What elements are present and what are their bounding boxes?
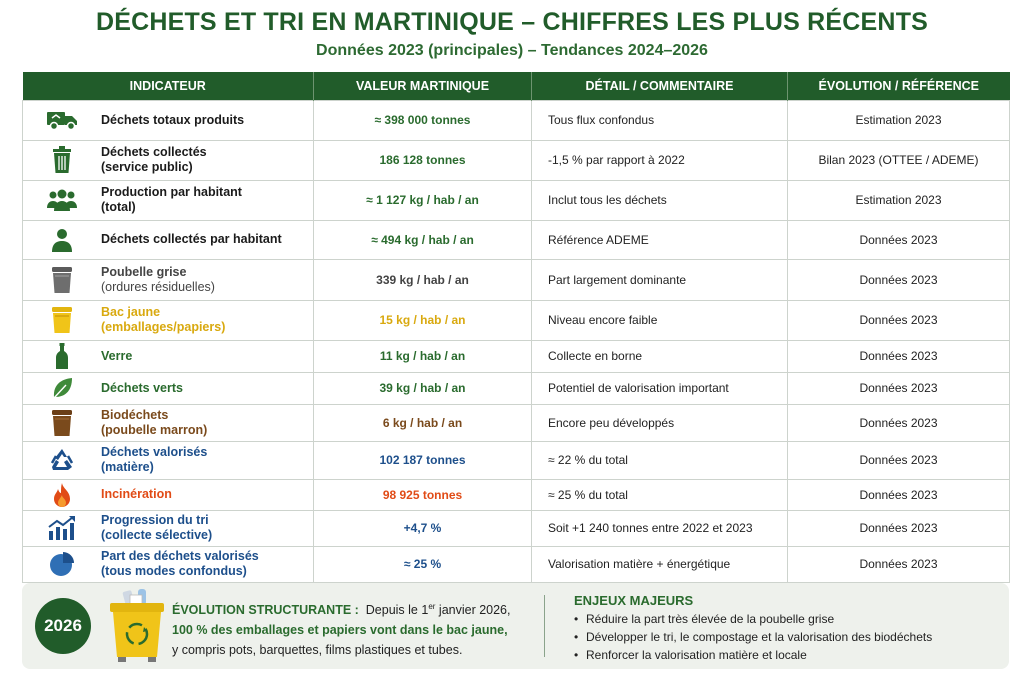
page-title: DÉCHETS ET TRI EN MARTINIQUE – CHIFFRES LES PLUS RÉCENTS xyxy=(95,8,929,36)
indicator-value: ≈ 25 % xyxy=(314,546,532,582)
indicator-value: 11 kg / hab / an xyxy=(314,340,532,372)
indicator-label: Déchets valorisés (matière) xyxy=(101,445,208,474)
indicator-label: Déchets verts xyxy=(101,380,183,395)
evolution-highlight: 100 % des emballages et papiers vont dans le bac jaune, xyxy=(172,623,508,638)
header-indicateur: INDICATEUR xyxy=(23,72,314,100)
indicator-value: ≈ 1 127 kg / hab / an xyxy=(314,180,532,220)
indicator-reference: Données 2023 xyxy=(788,441,1010,479)
indicator-reference: Données 2023 xyxy=(788,404,1010,441)
indicator-detail: -1,5 % par rapport à 2022 xyxy=(532,140,788,180)
list-item: • Réduire la part très élevée de la poubelle grise xyxy=(574,610,994,628)
table-row xyxy=(23,100,1010,140)
table-row xyxy=(23,479,1010,510)
indicator-detail: Soit +1 240 tonnes entre 2022 et 2023 xyxy=(532,510,788,546)
indicator-label: Biodéchets (poubelle marron) xyxy=(101,407,208,437)
table-row xyxy=(23,140,1010,180)
yellow-bin-icon xyxy=(23,305,101,335)
indicator-label: Progression du tri (collecte sélective) xyxy=(101,513,213,542)
growth-chart-icon xyxy=(23,515,101,541)
indicator-value: 339 kg / hab / an xyxy=(314,259,532,300)
indicator-label: Poubelle grise (ordures résiduelles) xyxy=(101,264,215,294)
indicator-label: Déchets collectés par habitant xyxy=(101,232,282,246)
year-badge: 2026 xyxy=(35,598,91,654)
table-row xyxy=(23,259,1010,300)
trash-can-icon xyxy=(23,146,101,174)
enjeux-list xyxy=(574,610,994,664)
table-row xyxy=(23,300,1010,340)
bottle-icon xyxy=(23,343,101,369)
yellow-recycling-bin-icon xyxy=(108,589,166,668)
recycle-icon xyxy=(23,447,101,473)
indicator-reference: Estimation 2023 xyxy=(788,180,1010,220)
indicator-reference: Données 2023 xyxy=(788,372,1010,404)
indicator-detail: Référence ADEME xyxy=(532,220,788,259)
indicator-reference: Données 2023 xyxy=(788,340,1010,372)
list-item: • Renforcer la valorisation matière et locale xyxy=(574,646,994,664)
page-subtitle: Données 2023 (principales) – Tendances 2024–2026 xyxy=(316,42,708,59)
truck-icon xyxy=(23,109,101,131)
indicator-value: ≈ 398 000 tonnes xyxy=(314,100,532,140)
bottom-panel xyxy=(22,583,1009,669)
indicator-reference: Données 2023 xyxy=(788,546,1010,582)
pie-chart-icon xyxy=(23,551,101,577)
indicator-detail: ≈ 25 % du total xyxy=(532,479,788,510)
divider xyxy=(544,595,545,657)
evolution-tail: y compris pots, barquettes, films plastiques et tubes. xyxy=(172,643,463,658)
indicator-value: 6 kg / hab / an xyxy=(314,404,532,441)
indicator-value: 39 kg / hab / an xyxy=(314,372,532,404)
enjeux-title: ENJEUX MAJEURS xyxy=(574,593,694,608)
table-row xyxy=(23,372,1010,404)
header-valeur: VALEUR MARTINIQUE xyxy=(314,72,532,100)
flame-icon xyxy=(23,482,101,508)
indicator-detail: Niveau encore faible xyxy=(532,300,788,340)
indicator-reference: Estimation 2023 xyxy=(788,100,1010,140)
indicator-label: Déchets totaux produits xyxy=(101,112,245,127)
table-row xyxy=(23,180,1010,220)
indicator-label: Incinération xyxy=(101,487,172,501)
indicator-reference: Données 2023 xyxy=(788,259,1010,300)
indicator-value: +4,7 % xyxy=(314,510,532,546)
person-icon xyxy=(23,228,101,252)
indicator-label: Bac jaune (emballages/papiers) xyxy=(101,305,226,334)
indicator-reference: Données 2023 xyxy=(788,300,1010,340)
indicator-value: 102 187 tonnes xyxy=(314,441,532,479)
indicator-reference: Données 2023 xyxy=(788,479,1010,510)
table-row xyxy=(23,340,1010,372)
indicator-value: 15 kg / hab / an xyxy=(314,300,532,340)
indicator-reference: Données 2023 xyxy=(788,510,1010,546)
indicator-detail: Inclut tous les déchets xyxy=(532,180,788,220)
evolution-text xyxy=(172,597,542,660)
table-header-row xyxy=(23,72,1010,100)
indicator-label: Part des déchets valorisés (tous modes confondus) xyxy=(101,549,259,578)
indicator-detail: Part largement dominante xyxy=(532,259,788,300)
header-detail: DÉTAIL / COMMENTAIRE xyxy=(532,72,788,100)
brown-bin-icon xyxy=(23,409,101,437)
indicator-reference: Données 2023 xyxy=(788,220,1010,259)
indicator-value: ≈ 494 kg / hab / an xyxy=(314,220,532,259)
table-row xyxy=(23,510,1010,546)
table-row xyxy=(23,220,1010,259)
indicators-table xyxy=(22,72,1010,583)
evolution-intro: Depuis le 1er janvier 2026, xyxy=(365,602,511,618)
header-evolution: ÉVOLUTION / RÉFÉRENCE xyxy=(788,72,1010,100)
indicator-reference: Bilan 2023 (OTTEE / ADEME) xyxy=(788,140,1010,180)
table-row xyxy=(23,441,1010,479)
indicator-label: Verre xyxy=(101,348,133,363)
indicator-detail: Tous flux confondus xyxy=(532,100,788,140)
indicator-detail: Collecte en borne xyxy=(532,340,788,372)
indicator-label: Production par habitant (total) xyxy=(101,185,242,214)
indicator-detail: Encore peu développés xyxy=(532,404,788,441)
indicator-label: Déchets collectés (service public) xyxy=(101,145,207,174)
table-row xyxy=(23,546,1010,582)
enjeux-panel xyxy=(574,593,994,664)
table-row xyxy=(23,404,1010,441)
indicator-detail: Potentiel de valorisation important xyxy=(532,372,788,404)
indicator-value: 186 128 tonnes xyxy=(314,140,532,180)
grey-bin-icon xyxy=(23,265,101,295)
indicator-value: 98 925 tonnes xyxy=(314,479,532,510)
indicator-detail: ≈ 22 % du total xyxy=(532,441,788,479)
indicator-detail: Valorisation matière + énergétique xyxy=(532,546,788,582)
evolution-label: ÉVOLUTION STRUCTURANTE : xyxy=(172,603,359,618)
people-icon xyxy=(23,188,101,212)
leaf-icon xyxy=(23,376,101,400)
list-item: • Développer le tri, le compostage et la valorisation des biodéchets xyxy=(574,628,994,646)
